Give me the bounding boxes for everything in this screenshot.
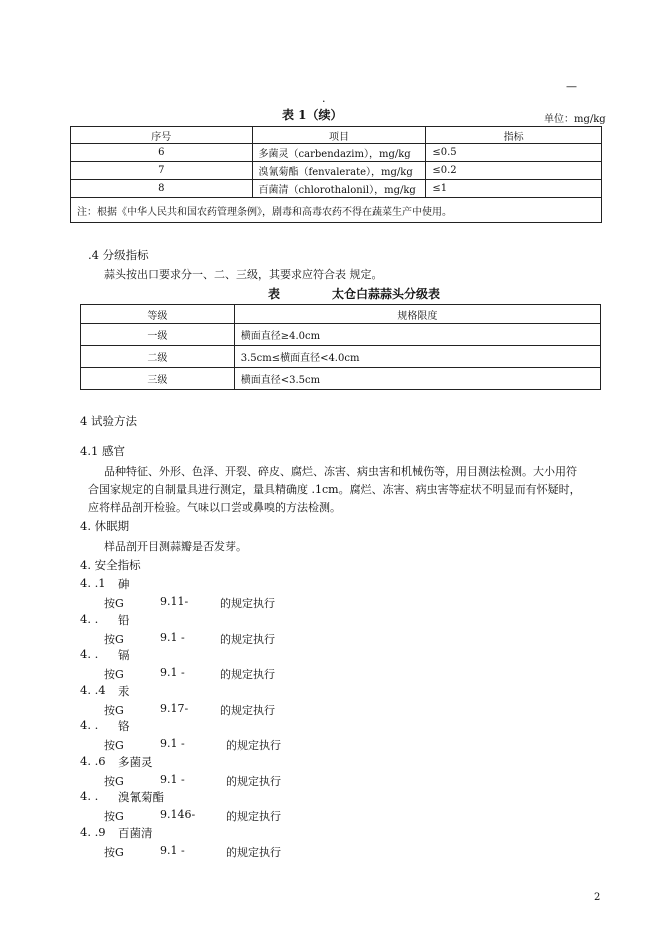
safety-item-standard-code: 9.1 - — [160, 666, 185, 679]
safety-item-rule: 的规定执行 — [226, 810, 281, 823]
safety-item-number: 4. .4 — [80, 683, 106, 697]
safety-item-number: 4. . — [80, 718, 99, 732]
safety-item-standard-prefix: 按G — [104, 633, 124, 646]
table-row — [71, 144, 602, 162]
table-note: 注：根据《中华人民共和国农药管理条例》，剧毒和高毒农药不得在蔬菜生产中使用。 — [71, 198, 602, 223]
safety-item-rule: 的规定执行 — [220, 633, 275, 646]
grading-table — [80, 304, 601, 390]
table-cell: 二级 — [81, 346, 235, 368]
table-note-row — [71, 198, 602, 223]
header-cell: 等级 — [81, 305, 235, 324]
safety-item-rule: 的规定执行 — [220, 668, 275, 681]
header-cell: 规格限度 — [234, 305, 600, 324]
safety-item-number: 4. .9 — [80, 825, 106, 839]
safety-item-number: 4. .6 — [80, 754, 106, 768]
table-row — [81, 346, 601, 368]
table-row — [81, 368, 601, 390]
top-dash: — — [566, 80, 577, 93]
safety-item-rule: 的规定执行 — [226, 846, 281, 859]
page-number: 2 — [594, 892, 601, 903]
safety-item-name: 铬 — [118, 719, 130, 733]
table-row — [71, 180, 602, 198]
table-cell: ≤1 — [426, 180, 602, 198]
safety-item-name: 多菌灵 — [118, 755, 153, 769]
safety-item-standard-code: 9.1 - — [160, 844, 185, 857]
safety-item-rule: 的规定执行 — [220, 597, 275, 610]
table-cell: 三级 — [81, 368, 235, 390]
safety-item-standard-prefix: 按G — [104, 810, 124, 823]
table-cell: 3.5cm≤横面直径<4.0cm — [234, 346, 600, 368]
safety-item-standard-prefix: 按G — [104, 704, 124, 717]
safety-item-name: 砷 — [118, 577, 130, 591]
section-heading-dormancy: 4. 休眠期 — [80, 519, 130, 533]
safety-item-number: 4. . — [80, 647, 99, 661]
table-cell: 一级 — [81, 324, 235, 346]
header-cell: 序号 — [71, 127, 253, 144]
header-cell: 项目 — [252, 127, 426, 144]
dormancy-paragraph: 样品剖开目测蒜瓣是否发芽。 — [104, 540, 247, 553]
table-cell: 多菌灵（carbendazim），mg/kg — [252, 144, 426, 162]
safety-item-rule: 的规定执行 — [226, 739, 281, 752]
safety-item-name: 铅 — [118, 613, 130, 627]
safety-item-standard-code: 9.11- — [160, 595, 189, 608]
table1-caption: 表 1（续） — [282, 108, 343, 122]
table-header-row — [71, 127, 602, 144]
safety-item-name: 汞 — [118, 684, 130, 698]
grade-paragraph: 蒜头按出口要求分一、二、三级，其要求应符合表 规定。 — [104, 268, 383, 281]
section-heading-grade: .4 分级指标 — [88, 248, 149, 262]
table2-caption-prefix: 表 — [268, 287, 281, 301]
section-heading-safety: 4. 安全指标 — [80, 558, 141, 572]
table-cell: 8 — [71, 180, 253, 198]
safety-item-standard-code: 9.17- — [160, 702, 189, 715]
pesticide-limit-table — [70, 126, 602, 223]
header-cell: 指标 — [426, 127, 602, 144]
safety-item-standard-code: 9.146- — [160, 808, 196, 821]
safety-item-rule: 的规定执行 — [226, 775, 281, 788]
table-header-row — [81, 305, 601, 324]
safety-item-standard-code: 9.1 - — [160, 737, 185, 750]
safety-item-number: 4. . — [80, 612, 99, 626]
safety-item-rule: 的规定执行 — [220, 704, 275, 717]
table-cell: 7 — [71, 162, 253, 180]
safety-item-number: 4. . — [80, 789, 99, 803]
table-row — [71, 162, 602, 180]
table-cell: 横面直径≥4.0cm — [234, 324, 600, 346]
safety-item-standard-prefix: 按G — [104, 668, 124, 681]
sense-line: 应将样品剖开检验。气味以口尝或鼻嗅的方法检测。 — [88, 501, 341, 514]
safety-item-standard-prefix: 按G — [104, 739, 124, 752]
table-cell: 横面直径<3.5cm — [234, 368, 600, 390]
sense-line: 合国家规定的自制量具进行测定，量具精确度 .1cm。腐烂、冻害、病虫害等症状不明显而有怀疑时， — [88, 483, 581, 496]
safety-item-name: 百菌清 — [118, 826, 153, 840]
safety-item-standard-prefix: 按G — [104, 597, 124, 610]
table-cell: 百菌清（chlorothalonil），mg/kg — [252, 180, 426, 198]
safety-item-standard-prefix: 按G — [104, 775, 124, 788]
top-dot: . — [322, 92, 326, 105]
table-cell: ≤0.2 — [426, 162, 602, 180]
safety-item-name: 镉 — [118, 648, 130, 662]
table2-caption: 太仓白蒜蒜头分级表 — [332, 287, 441, 301]
sense-line: 品种特征、外形、色泽、开裂、碎皮、腐烂、冻害、病虫害和机械伤等，用目测法检测。大小用符 — [104, 465, 577, 478]
section-heading-test: 4 试验方法 — [80, 414, 137, 428]
section-heading-sense: 4.1 感官 — [80, 444, 125, 458]
safety-item-standard-prefix: 按G — [104, 846, 124, 859]
safety-item-standard-code: 9.1 - — [160, 773, 185, 786]
table-row — [81, 324, 601, 346]
table1-unit: 单位：mg/kg — [544, 114, 606, 125]
safety-item-standard-code: 9.1 - — [160, 631, 185, 644]
safety-item-name: 溴氰菊酯 — [118, 790, 164, 804]
safety-item-number: 4. .1 — [80, 576, 106, 590]
table-cell: ≤0.5 — [426, 144, 602, 162]
table-cell: 6 — [71, 144, 253, 162]
table-cell: 溴氰菊酯（fenvalerate），mg/kg — [252, 162, 426, 180]
